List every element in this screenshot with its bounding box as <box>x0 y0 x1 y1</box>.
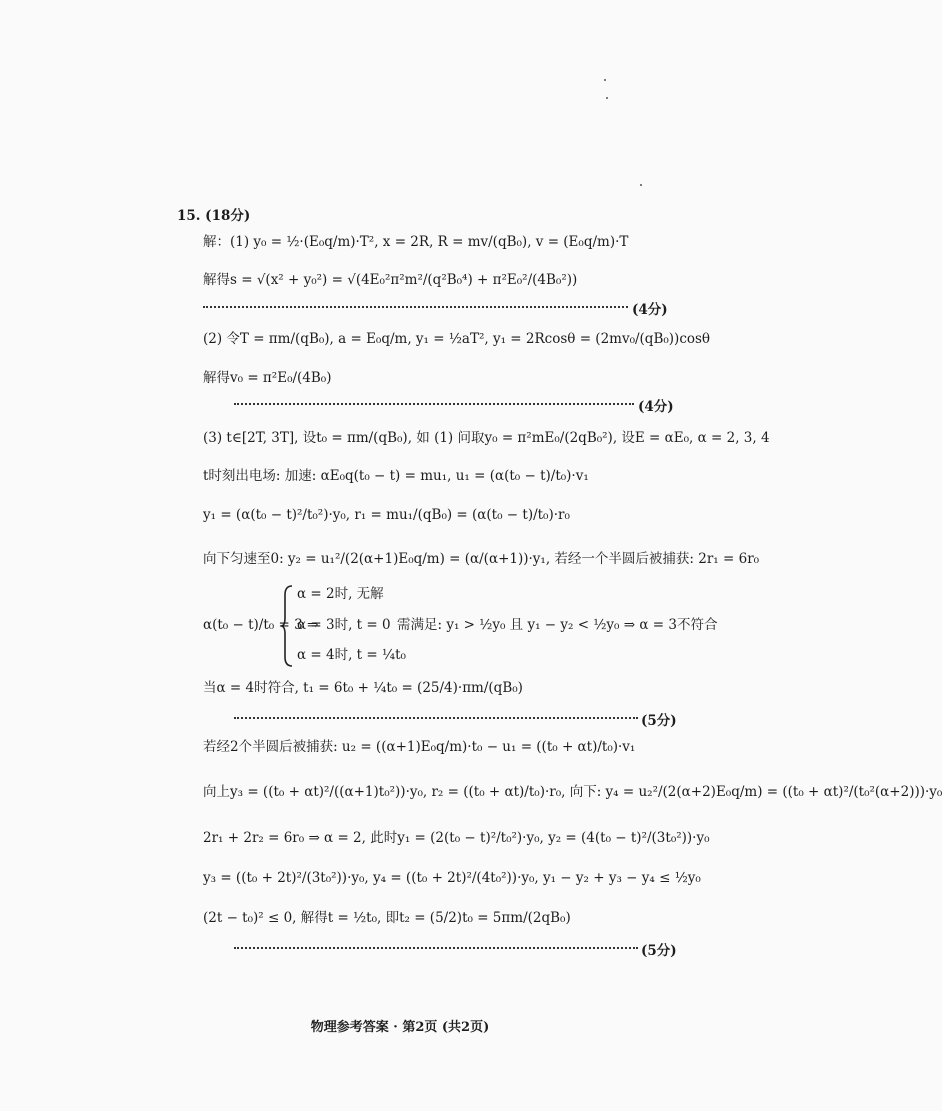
y3-y4-inequality: y₃ = ((t₀ + 2t)²/(3t₀²))·y₀, y₄ = ((t₀ + 2t)²/(4t₀²))·y₀, y₁ − y₂ + y₃ − y₄ ≤ ½y₀ <box>203 870 701 886</box>
part1-equations: 解：(1) y₀ = ½·(E₀q/m)·T², x = 2R, R = mv/(qB₀), v = (E₀q/m)·T <box>203 234 629 250</box>
part3-y1-r1: y₁ = (α(t₀ − t)²/t₀²)·y₀, r₁ = mu₁/(qB₀) = (α(t₀ − t)/t₀)·r₀ <box>203 507 570 523</box>
case-condition: 需满足: y₁ > ½y₀ 且 y₁ − y₂ < ½y₀ ⇒ α = 3不符合 <box>397 617 718 633</box>
scan-speck <box>606 97 608 99</box>
part2-result: 解得v₀ = π²E₀/(4B₀) <box>203 370 332 386</box>
two-semicircles: 若经2个半圆后被捕获: u₂ = ((α+1)E₀q/m)·t₀ − u₁ = ((t₀ + αt)/t₀)·v₁ <box>203 739 636 755</box>
dotted-leader <box>234 717 638 719</box>
scan-speck <box>640 184 642 186</box>
case-alpha-3: α = 3时, t = 0 <box>297 617 391 633</box>
part1-result: 解得s = √(x² + y₀²) = √(4E₀²π²m²/(q²B₀⁴) + π²E₀²/(4B₀²)) <box>203 272 578 288</box>
radii-condition: 2r₁ + 2r₂ = 6r₀ ⇒ α = 2, 此时y₁ = (2(t₀ − t)²/t₀²)·y₀, y₂ = (4(t₀ − t)²/(3t₀²))·y₀ <box>203 830 710 846</box>
part3-downward: 向下匀速至0: y₂ = u₁²/(2(α+1)E₀q/m) = (α/(α+1))·y₁, 若经一个半圆后被捕获: 2r₁ = 6r₀ <box>203 551 760 567</box>
score-part3a: (5分) <box>641 713 677 729</box>
part3-setup: (3) t∈[2T, 3T], 设t₀ = πm/(qB₀), 如 (1) 问取y₀ = π²mE₀/(2qB₀²), 设E = αE₀, α = 2, 3, 4 <box>203 430 770 446</box>
score-part2: (4分) <box>638 399 674 415</box>
part2-equations: (2) 令T = πm/(qB₀), a = E₀q/m, y₁ = ½aT², y₁ = 2Rcosθ = (2mv₀/(qB₀))cosθ <box>203 331 711 347</box>
dotted-leader <box>234 947 638 949</box>
problem-header: 15. (18分) <box>177 208 251 224</box>
dotted-leader <box>203 306 628 308</box>
case-alpha-4: α = 4时, t = ¼t₀ <box>297 647 406 663</box>
case-lhs: α(t₀ − t)/t₀ = 3 ⇒ <box>203 617 319 633</box>
page-footer: 物理参考答案 · 第2页 (共2页) <box>310 1020 490 1035</box>
dotted-leader <box>234 403 634 405</box>
left-brace <box>280 585 294 667</box>
score-part3b: (5分) <box>641 943 677 959</box>
part3-exit-field: t时刻出电场: 加速: αE₀q(t₀ − t) = mu₁, u₁ = (α(t₀ − t)/t₀)·v₁ <box>203 468 589 484</box>
case-alpha-2: α = 2时, 无解 <box>297 586 384 602</box>
score-part1: (4分) <box>632 302 668 318</box>
scan-speck <box>604 79 606 81</box>
upward-downward: 向上y₃ = ((t₀ + αt)²/((α+1)t₀²))·y₀, r₂ = ((t₀ + αt)/t₀)·r₀, 向下: y₄ = u₂²/(2(α+2)E₀q/m) = ((t₀ + αt)²/(t₀²(α+2)))·y₀ <box>203 784 942 800</box>
alpha4-time: 当α = 4时符合, t₁ = 6t₀ + ¼t₀ = (25/4)·πm/(qB₀) <box>203 680 523 696</box>
final-result: (2t − t₀)² ≤ 0, 解得t = ½t₀, 即t₂ = (5/2)t₀ = 5πm/(2qB₀) <box>203 910 571 926</box>
